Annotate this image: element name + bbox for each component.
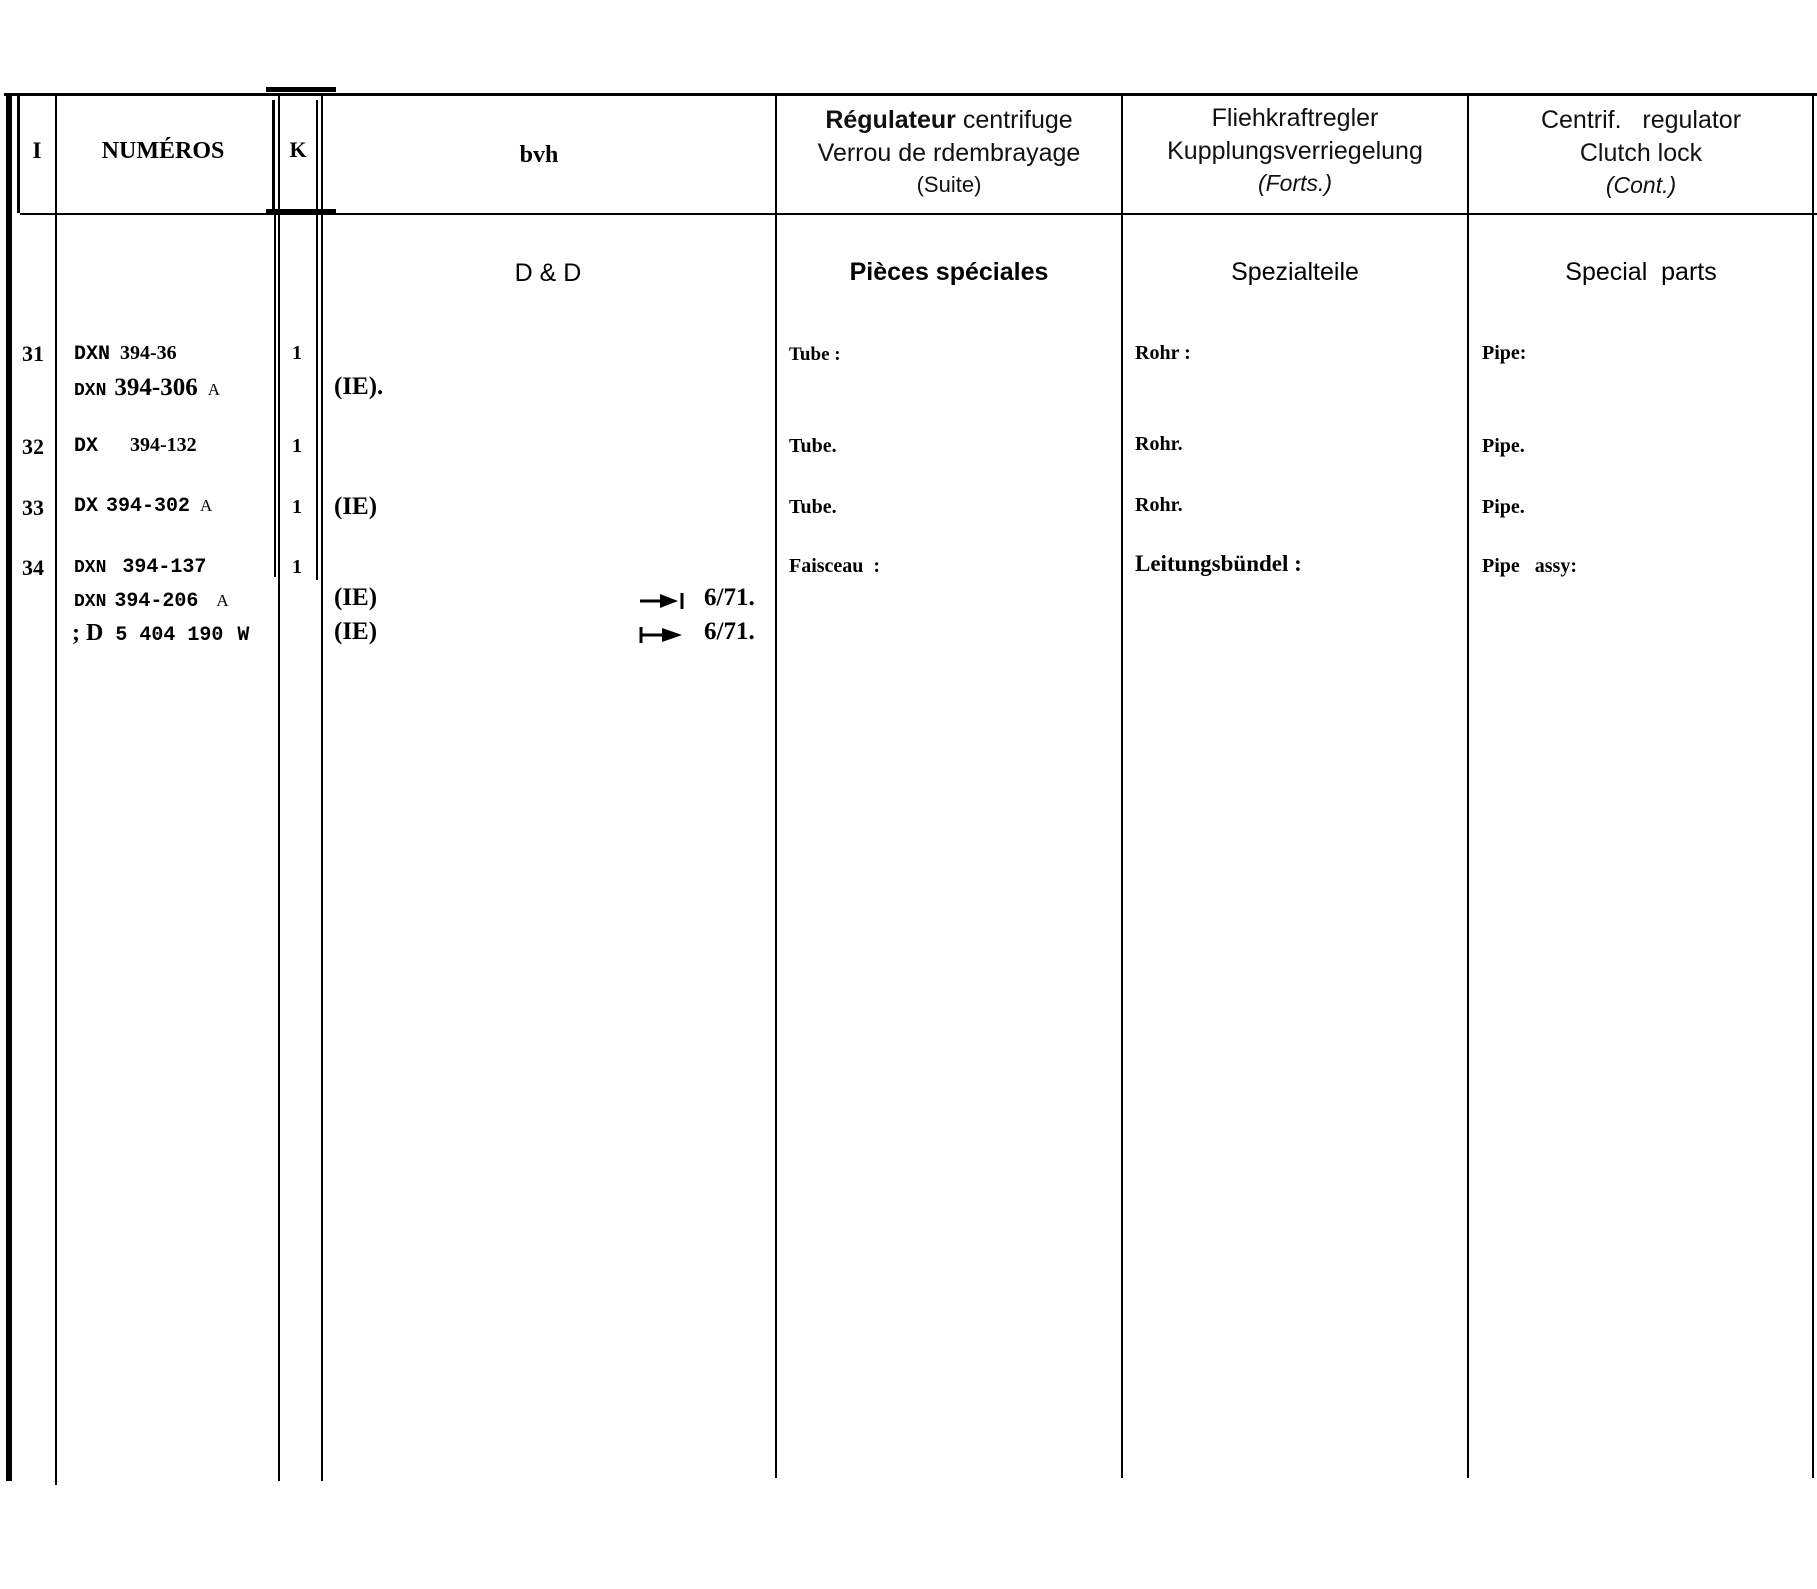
row-33-fr: Tube. bbox=[789, 496, 837, 518]
table-top-border bbox=[4, 93, 1817, 96]
row-32-line1-k: 1 bbox=[292, 435, 302, 457]
header-en-line2: Clutch lock bbox=[1579, 139, 1703, 167]
header-col-en bbox=[1469, 104, 1813, 200]
row-31-en: Pipe: bbox=[1482, 342, 1527, 364]
until-date-arrow-icon bbox=[638, 591, 688, 611]
row-33-index: 33 bbox=[22, 495, 44, 520]
header-col-bvh: bvh bbox=[519, 142, 559, 168]
row-32-fr: Tube. bbox=[789, 435, 837, 457]
row-34-line1-part bbox=[74, 556, 206, 579]
col-divider-k-right bbox=[321, 93, 323, 1481]
left-border-thick bbox=[6, 93, 12, 1481]
row-33-line1-part bbox=[74, 495, 212, 518]
col-divider-k-left-inner bbox=[272, 100, 275, 210]
col-divider-i bbox=[55, 93, 57, 1485]
header-en-line3: (Cont.) bbox=[1605, 172, 1677, 198]
part-prefix: DX bbox=[74, 495, 99, 518]
col-divider-de bbox=[1467, 93, 1469, 1478]
part-prefix: DXN bbox=[74, 381, 107, 401]
header-de-line2: Kupplungsverriegelung bbox=[1167, 137, 1423, 165]
row-32-index: 32 bbox=[22, 434, 44, 459]
part-prefix: ; D bbox=[72, 620, 104, 646]
row-31-de: Rohr : bbox=[1135, 342, 1191, 364]
col-divider-fr bbox=[1121, 93, 1123, 1478]
row-31-line1-part bbox=[74, 342, 177, 366]
header-fr-rest: centrifuge bbox=[962, 106, 1073, 134]
row-32-de: Rohr. bbox=[1135, 433, 1183, 455]
row-34-line2-part bbox=[74, 590, 229, 613]
part-number: 394-36 bbox=[120, 342, 177, 364]
col-divider-k-left-body bbox=[274, 214, 276, 577]
from-date-arrow-icon bbox=[638, 625, 688, 645]
part-prefix: DXN bbox=[74, 343, 111, 366]
row-33-de: Rohr. bbox=[1135, 494, 1183, 516]
header-col-k: K bbox=[289, 137, 307, 162]
row-31-line2-part bbox=[74, 374, 220, 402]
row-32-line1-part bbox=[74, 434, 197, 458]
part-date: 6/71. bbox=[704, 584, 755, 611]
row-32-en: Pipe. bbox=[1482, 435, 1525, 457]
part-number: 394-306 bbox=[114, 374, 198, 401]
row-34-en: Pipe assy: bbox=[1482, 555, 1577, 577]
col-divider-k-right-inner bbox=[316, 100, 318, 580]
k-header-top-thick bbox=[266, 87, 336, 92]
header-fr-line3: (Suite) bbox=[916, 172, 982, 197]
section-de: Spezialteile bbox=[1231, 258, 1359, 286]
header-en-line1: Centrif. regulator bbox=[1540, 106, 1742, 134]
row-31-index: 31 bbox=[22, 341, 44, 366]
header-fr-line2: Verrou de rdembrayage bbox=[817, 139, 1081, 167]
k-header-bottom-thick bbox=[266, 209, 336, 214]
part-number: 5 404 190 bbox=[115, 624, 224, 647]
header-fr-line1 bbox=[777, 104, 1121, 137]
header-col-de bbox=[1123, 102, 1467, 198]
row-34-line2-note: (IE) bbox=[334, 584, 378, 611]
part-number: 394-137 bbox=[122, 556, 207, 579]
header-fr-bold: Régulateur bbox=[825, 106, 956, 134]
row-34-de: Leitungsbündel : bbox=[1135, 551, 1302, 576]
part-prefix: DX bbox=[74, 435, 99, 458]
part-number: 394-206 bbox=[114, 590, 199, 613]
section-fr: Pièces spéciales bbox=[849, 258, 1049, 286]
part-suffix: A bbox=[216, 591, 229, 610]
header-col-i: I bbox=[32, 138, 42, 163]
part-suffix: A bbox=[200, 496, 213, 515]
header-col-numeros: NUMÉROS bbox=[101, 138, 225, 164]
row-31-line1-k: 1 bbox=[292, 342, 302, 364]
part-suffix: A bbox=[207, 380, 221, 399]
row-34-index: 34 bbox=[22, 555, 44, 580]
section-bvh: D & D bbox=[514, 259, 582, 287]
col-divider-bvh bbox=[775, 93, 777, 1478]
part-number: 394-302 bbox=[106, 495, 191, 518]
part-prefix: DXN bbox=[74, 558, 107, 578]
part-number: 394-132 bbox=[130, 434, 197, 456]
row-34-fr: Faisceau : bbox=[789, 555, 881, 577]
row-34-line1-k: 1 bbox=[292, 556, 302, 578]
header-de-line3: (Forts.) bbox=[1257, 170, 1333, 196]
header-col-fr bbox=[777, 104, 1121, 200]
row-33-en: Pipe. bbox=[1482, 496, 1525, 518]
col-divider-numeros bbox=[278, 93, 280, 1481]
row-34-line3-note: (IE) bbox=[334, 618, 378, 645]
row-31-fr: Tube : bbox=[789, 344, 841, 365]
col-divider-en bbox=[1812, 93, 1814, 1478]
row-31-line2-note: (IE). bbox=[334, 373, 384, 400]
part-prefix: DXN bbox=[74, 592, 107, 612]
part-suffix: W bbox=[237, 624, 250, 647]
row-34-line3-date bbox=[638, 618, 755, 646]
row-34-line2-date bbox=[638, 584, 755, 612]
header-de-line1: Fliehkraftregler bbox=[1211, 104, 1379, 132]
part-date: 6/71. bbox=[704, 618, 755, 645]
row-33-line1-k: 1 bbox=[292, 496, 302, 518]
section-en: Special parts bbox=[1565, 258, 1717, 286]
row-34-line3-part bbox=[72, 620, 249, 647]
row-33-line1-note: (IE) bbox=[334, 493, 378, 520]
